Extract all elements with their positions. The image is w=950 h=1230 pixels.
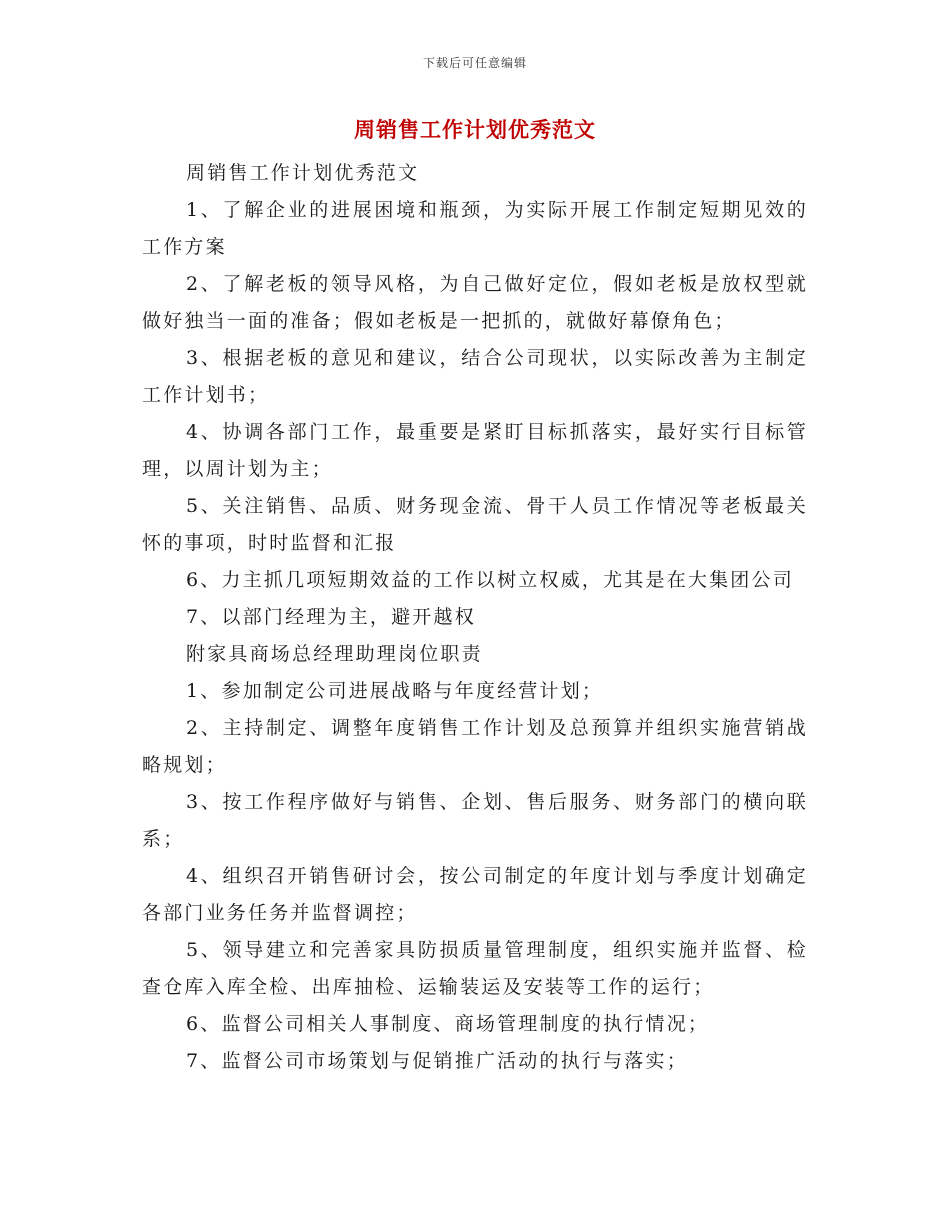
document-title: 周销售工作计划优秀范文 [354,118,596,142]
header-note: 下载后可任意编辑 [422,56,527,70]
paragraph-plan-3: 3、根据老板的意见和建议，结合公司现状，以实际改善为主制定工作计划书； [142,347,808,406]
paragraph-plan-1: 1、了解企业的进展困境和瓶颈，为实际开展工作制定短期见效的工作方案 [142,199,808,258]
paragraph-duty-5: 5、领导建立和完善家具防损质量管理制度，组织实施并监督、检查仓库入库全检、出库抽检、运输装运及安装等工作的运行； [142,939,808,998]
paragraph-duty-1: 1、参加制定公司进展战略与年度经营计划； [186,680,604,702]
document-body [142,155,808,1080]
paragraph-plan-6: 6、力主抓几项短期效益的工作以树立权威，尤其是在大集团公司 [186,569,794,591]
paragraph-duty-2: 2、主持制定、调整年度销售工作计划及总预算并组织实施营销战略规划； [142,717,808,776]
paragraph-duty-7: 7、监督公司市场策划与促销推广活动的执行与落实； [186,1050,688,1072]
paragraph-plan-7: 7、以部门经理为主，避开越权 [186,606,476,628]
paragraph-section-heading: 附家具商场总经理助理岗位职责 [186,643,483,665]
paragraph-plan-5: 5、关注销售、品质、财务现金流、骨干人员工作情况等老板最关怀的事项，时时监督和汇报 [142,495,808,554]
paragraph-subtitle: 周销售工作计划优秀范文 [186,162,420,184]
paragraph-plan-4: 4、协调各部门工作，最重要是紧盯目标抓落实，最好实行目标管理，以周计划为主； [142,421,808,480]
paragraph-duty-4: 4、组织召开销售研讨会，按公司制定的年度计划与季度计划确定各部门业务任务并监督调控； [142,865,808,924]
paragraph-duty-3: 3、按工作程序做好与销售、企划、售后服务、财务部门的横向联系； [142,791,808,850]
paragraph-plan-2: 2、了解老板的领导风格，为自己做好定位，假如老板是放权型就做好独当一面的准备；假如老板是一把抓的，就做好幕僚角色； [142,273,808,332]
paragraph-duty-6: 6、监督公司相关人事制度、商场管理制度的执行情况； [186,1013,710,1035]
